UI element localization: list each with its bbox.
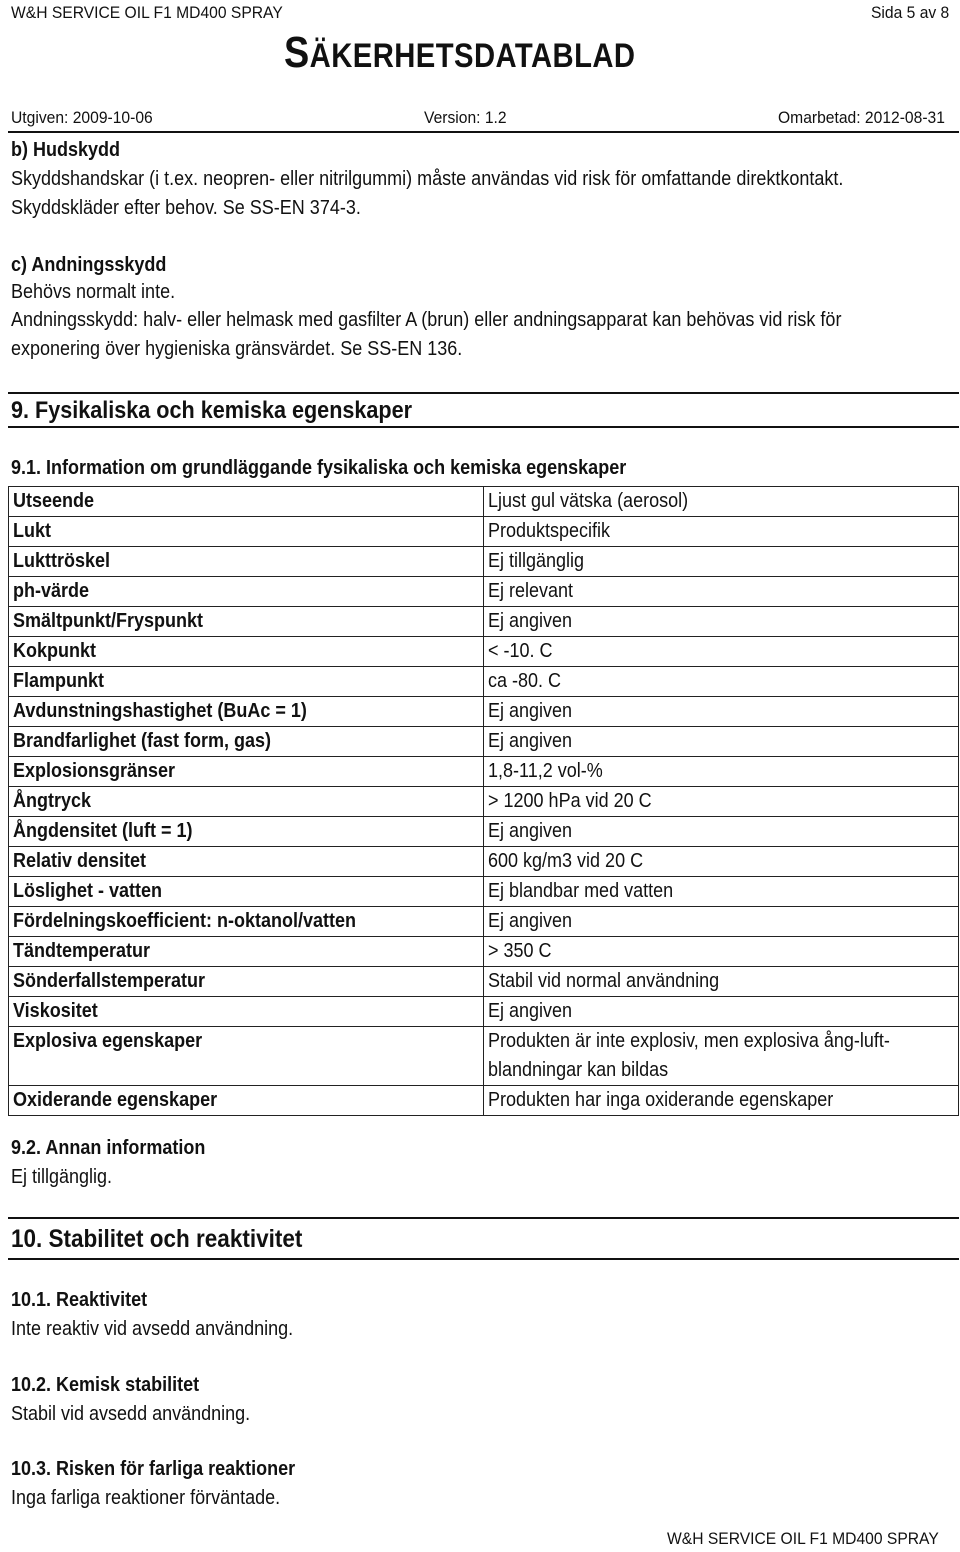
property-value: Stabil vid normal användning (488, 970, 720, 992)
property-value: Produkten är inte explosiv, men explosiva ång-luft-blandningar kan bildas (488, 1030, 890, 1081)
property-label-cell (9, 577, 484, 607)
property-value-cell (484, 487, 959, 517)
section-9-2-heading: 9.2. Annan information (11, 1137, 206, 1159)
property-label-cell (9, 787, 484, 817)
property-value-cell (484, 547, 959, 577)
property-label: Flampunkt (13, 670, 105, 692)
property-label-cell (9, 877, 484, 907)
property-value: Produktspecifik (488, 520, 611, 542)
section-10-3-heading: 10.3. Risken för farliga reaktioner (11, 1458, 296, 1480)
section-9-top-rule (8, 392, 959, 394)
section-9-bottom-rule (8, 426, 959, 428)
property-row (9, 547, 959, 577)
header-product-name: W&H SERVICE OIL F1 MD400 SPRAY (11, 3, 283, 22)
property-value: Produkten har inga oxiderande egenskaper (488, 1089, 834, 1111)
property-value-cell (484, 577, 959, 607)
property-row (9, 517, 959, 547)
property-label-cell (9, 697, 484, 727)
section-10-top-rule (8, 1217, 959, 1219)
property-label-cell (9, 1086, 484, 1116)
property-value-cell (484, 1027, 959, 1086)
property-row (9, 667, 959, 697)
property-label-cell (9, 967, 484, 997)
property-label-cell (9, 907, 484, 937)
property-label: Avdunstningshastighet (BuAc = 1) (13, 700, 307, 722)
property-value-cell (484, 1086, 959, 1116)
footer-product-name: W&H SERVICE OIL F1 MD400 SPRAY (667, 1529, 939, 1548)
section-10-2-text: Stabil vid avsedd användning. (11, 1403, 251, 1425)
property-row (9, 727, 959, 757)
property-row (9, 787, 959, 817)
property-label: Explosiva egenskaper (13, 1030, 203, 1052)
document-title-initial: S (284, 28, 310, 77)
property-value: 1,8-11,2 vol-% (488, 760, 603, 782)
section-9-title: 9. Fysikaliska och kemiska egenskaper (11, 397, 413, 424)
property-value-cell (484, 757, 959, 787)
property-value: 600 kg/m3 vid 20 C (488, 850, 644, 872)
section-10-1-text: Inte reaktiv vid avsedd användning. (11, 1318, 294, 1340)
respiratory-protection-line-1: Behövs normalt inte. (11, 281, 176, 303)
property-label: Sönderfallstemperatur (13, 970, 206, 992)
respiratory-protection-heading: c) Andningsskydd (11, 254, 167, 276)
property-label-cell (9, 487, 484, 517)
property-value: Ej angiven (488, 1000, 573, 1022)
property-label: Ångtryck (13, 790, 92, 812)
property-value: < -10. C (488, 640, 553, 662)
property-label: Löslighet - vatten (13, 880, 163, 902)
property-row (9, 997, 959, 1027)
property-label: Ångdensitet (luft = 1) (13, 820, 193, 842)
property-row (9, 847, 959, 877)
property-label: Relativ densitet (13, 850, 147, 872)
property-value: Ej angiven (488, 910, 573, 932)
property-label: Smältpunkt/Fryspunkt (13, 610, 204, 632)
skin-protection-heading: b) Hudskydd (11, 139, 121, 161)
property-label-cell (9, 727, 484, 757)
property-value: Ej relevant (488, 580, 574, 602)
document-title (284, 28, 635, 78)
property-value: > 350 C (488, 940, 552, 962)
property-value-cell (484, 907, 959, 937)
property-row (9, 697, 959, 727)
property-row (9, 1086, 959, 1116)
section-10-title: 10. Stabilitet och reaktivitet (11, 1225, 303, 1253)
property-value-cell (484, 877, 959, 907)
property-value-cell (484, 667, 959, 697)
header-page-number: Sida 5 av 8 (871, 3, 950, 22)
property-value-cell (484, 967, 959, 997)
property-value-cell (484, 817, 959, 847)
property-value-cell (484, 997, 959, 1027)
property-value: Ej blandbar med vatten (488, 880, 674, 902)
section-10-2-heading: 10.2. Kemisk stabilitet (11, 1374, 200, 1396)
property-label: Viskositet (13, 1000, 98, 1022)
property-value: Ej tillgänglig (488, 550, 585, 572)
property-value: Ej angiven (488, 820, 573, 842)
property-value: Ljust gul vätska (aerosol) (488, 490, 689, 512)
property-row (9, 607, 959, 637)
property-value: Ej angiven (488, 610, 573, 632)
respiratory-protection-line-2: Andningsskydd: halv- eller helmask med gasfilter A (brun) eller andningsapparat kan behövas vid risk för (11, 309, 842, 331)
property-row (9, 877, 959, 907)
property-label-cell (9, 997, 484, 1027)
property-label: Kokpunkt (13, 640, 96, 662)
section-10-3-text: Inga farliga reaktioner förväntade. (11, 1487, 281, 1509)
property-value: > 1200 hPa vid 20 C (488, 790, 652, 812)
property-label: Utseende (13, 490, 95, 512)
skin-protection-line-2: Skyddskläder efter behov. Se SS-EN 374-3. (11, 197, 361, 219)
property-row (9, 907, 959, 937)
properties-table (8, 486, 959, 1116)
property-label-cell (9, 1027, 484, 1086)
section-10-1-heading: 10.1. Reaktivitet (11, 1289, 148, 1311)
property-value-cell (484, 787, 959, 817)
header-divider (8, 131, 959, 133)
property-value-cell (484, 517, 959, 547)
property-label-cell (9, 937, 484, 967)
property-label-cell (9, 667, 484, 697)
skin-protection-line-1: Skyddshandskar (i t.ex. neopren- eller nitrilgummi) måste användas vid risk för omfattande direktkontakt. (11, 168, 844, 190)
properties-table-body (9, 487, 959, 1116)
property-row (9, 967, 959, 997)
property-label: Fördelningskoefficient: n-oktanol/vatten (13, 910, 357, 932)
property-row (9, 637, 959, 667)
section-9-2-text: Ej tillgänglig. (11, 1166, 113, 1188)
document-title-rest: ÄKERHETSDATABLAD (309, 37, 636, 75)
property-label: Lukttröskel (13, 550, 111, 572)
property-row (9, 487, 959, 517)
section-9-1-heading: 9.1. Information om grundläggande fysikaliska och kemiska egenskaper (11, 457, 627, 479)
property-value-cell (484, 937, 959, 967)
header-revised-date: Omarbetad: 2012-08-31 (778, 108, 945, 127)
property-value: Ej angiven (488, 700, 573, 722)
property-label: Oxiderande egenskaper (13, 1089, 218, 1111)
property-label: ph-värde (13, 580, 90, 602)
property-row (9, 817, 959, 847)
property-value-cell (484, 607, 959, 637)
property-label-cell (9, 637, 484, 667)
property-row (9, 1027, 959, 1086)
property-value-cell (484, 847, 959, 877)
property-label: Tändtemperatur (13, 940, 151, 962)
property-row (9, 757, 959, 787)
property-label-cell (9, 517, 484, 547)
property-label-cell (9, 607, 484, 637)
property-value-cell (484, 697, 959, 727)
section-10-bottom-rule (8, 1258, 959, 1260)
property-value-cell (484, 637, 959, 667)
property-label: Explosionsgränser (13, 760, 176, 782)
property-label: Lukt (13, 520, 51, 542)
property-label-cell (9, 847, 484, 877)
header-issued-date: Utgiven: 2009-10-06 (11, 108, 153, 127)
property-value: Ej angiven (488, 730, 573, 752)
property-row (9, 577, 959, 607)
property-label: Brandfarlighet (fast form, gas) (13, 730, 272, 752)
property-row (9, 937, 959, 967)
property-value-cell (484, 727, 959, 757)
property-label-cell (9, 757, 484, 787)
header-version: Version: 1.2 (424, 108, 507, 127)
property-label-cell (9, 817, 484, 847)
property-value: ca -80. C (488, 670, 562, 692)
respiratory-protection-line-3: exponering över hygieniska gränsvärdet. Se SS-EN 136. (11, 338, 463, 360)
property-label-cell (9, 547, 484, 577)
